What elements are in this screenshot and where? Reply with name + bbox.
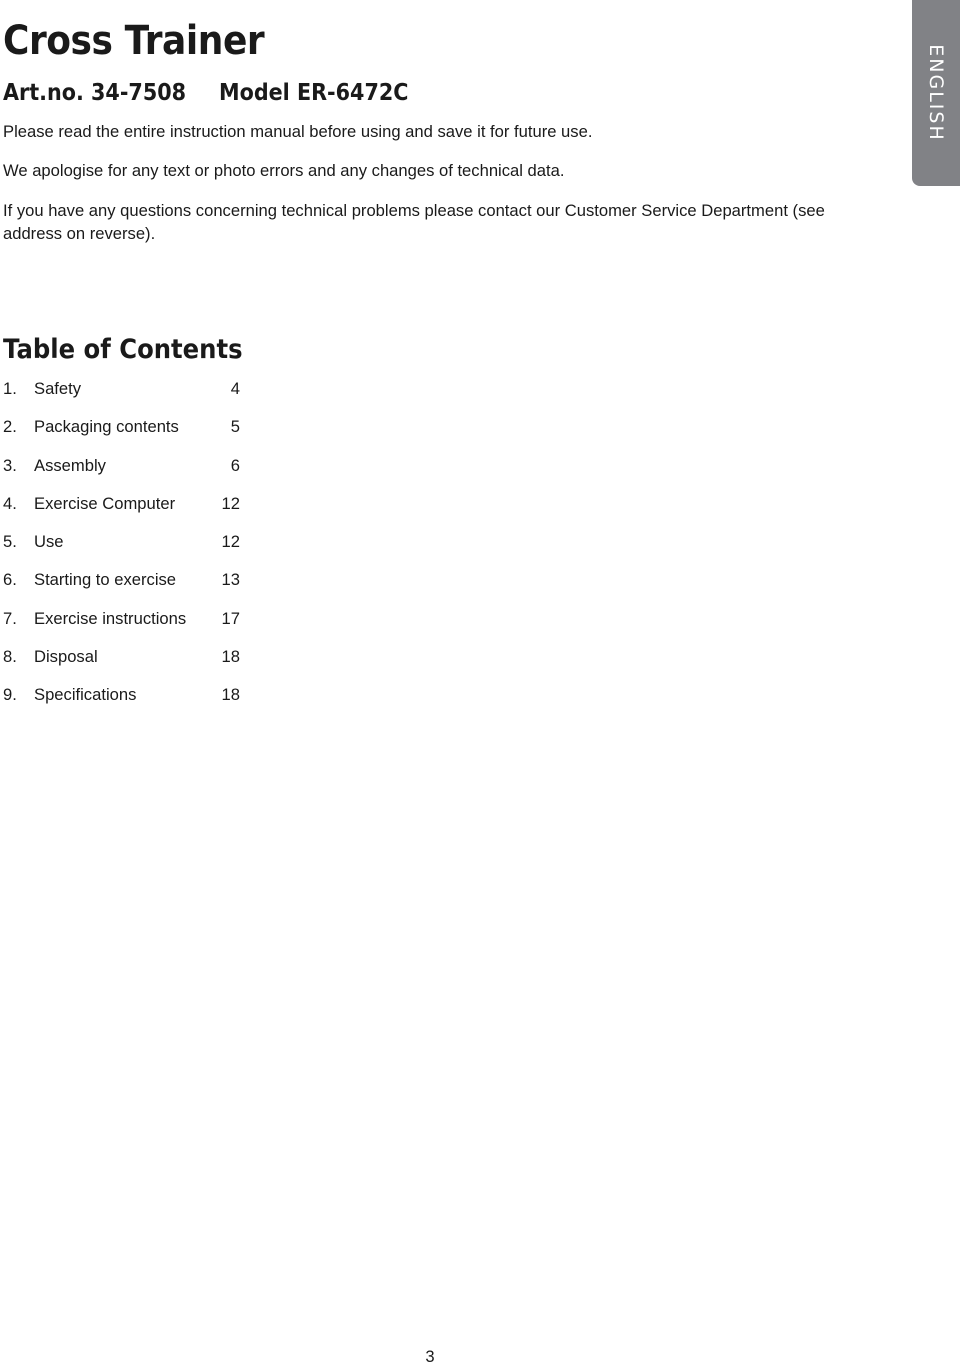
toc-item-label: Use: [34, 532, 64, 552]
document-title: Cross Trainer: [3, 18, 265, 64]
toc-item[interactable]: [3, 606, 243, 644]
toc-item-number: 7.: [3, 608, 17, 628]
model-number: Model ER-6472C: [219, 80, 409, 106]
toc-item-page: 18: [221, 647, 240, 667]
toc-item-page: 13: [221, 570, 240, 590]
toc-item-page: 17: [221, 608, 240, 628]
toc-heading: Table of Contents: [3, 334, 243, 365]
toc-item[interactable]: [3, 453, 243, 491]
toc-item-page: 18: [221, 685, 240, 705]
toc-item-page: 5: [230, 417, 240, 437]
toc-item[interactable]: [3, 682, 243, 720]
intro-paragraph-read-manual: Please read the entire instruction manual before using and save it for future use.: [3, 122, 593, 141]
toc-item-label: Starting to exercise: [34, 570, 177, 590]
intro-paragraph-customer-service: If you have any questions concerning technical problems please contact our Customer Service Department (see address on reverse).: [3, 201, 825, 243]
toc-item-label: Exercise Computer: [34, 493, 176, 513]
language-label: ENGLISH: [925, 44, 947, 142]
toc-item-label: Exercise instructions: [34, 608, 187, 628]
toc-item-page: 12: [221, 532, 240, 552]
intro-paragraph-apology: We apologise for any text or photo errors and any changes of technical data.: [3, 161, 565, 180]
toc-item-number: 2.: [3, 417, 17, 437]
product-meta: [3, 78, 409, 108]
toc-item-page: 6: [230, 455, 240, 475]
toc-item-label: Safety: [34, 379, 82, 398]
toc-item-number: 3.: [3, 455, 17, 475]
toc-item[interactable]: [3, 376, 243, 414]
toc-item-label: Specifications: [34, 685, 137, 705]
toc-item[interactable]: [3, 529, 243, 567]
article-number: Art.no. 34-7508: [3, 80, 187, 106]
page-number: 3: [425, 1347, 435, 1366]
toc-item-number: 6.: [3, 570, 17, 590]
toc-item-page: 4: [230, 379, 240, 398]
toc-item-number: 8.: [3, 647, 17, 667]
toc-item[interactable]: [3, 491, 243, 529]
toc-item-label: Assembly: [34, 455, 106, 475]
toc-item-label: Disposal: [34, 647, 98, 667]
toc-item[interactable]: [3, 567, 243, 605]
table-of-contents: [3, 376, 243, 721]
toc-item-page: 12: [221, 493, 240, 513]
language-tab: [912, 0, 960, 186]
toc-item-label: Packaging contents: [34, 417, 179, 437]
toc-item-number: 1.: [3, 379, 17, 398]
toc-item-number: 9.: [3, 685, 17, 705]
toc-item-number: 4.: [3, 493, 17, 513]
toc-item-number: 5.: [3, 532, 17, 552]
toc-item[interactable]: [3, 414, 243, 452]
toc-item[interactable]: [3, 644, 243, 682]
